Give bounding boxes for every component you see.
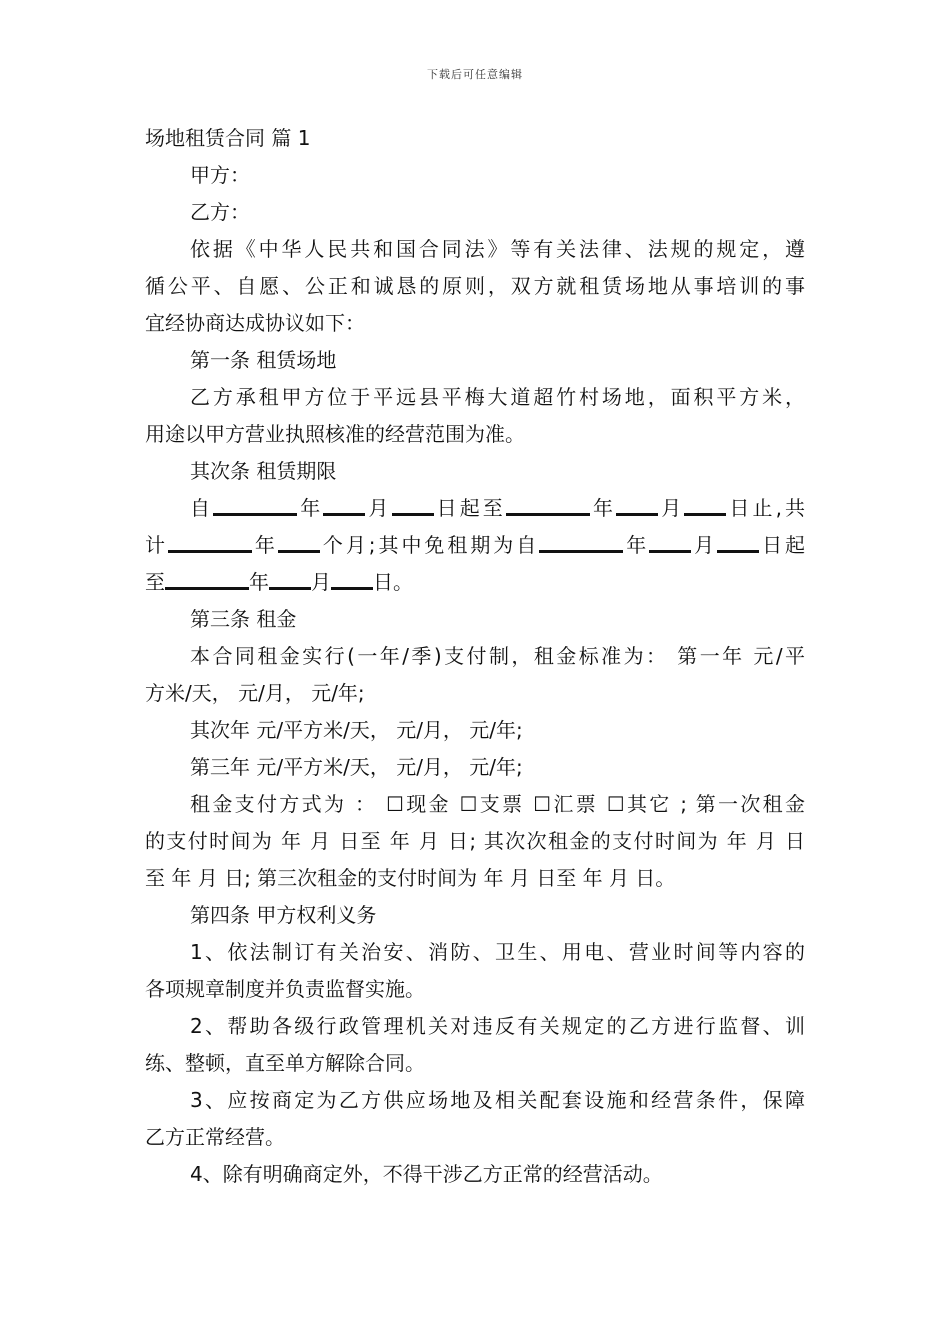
article-3-line: 租金支付方式为 ： ☐现金 ☐支票 ☐汇票 ☐其它 ; 第一次租金 [190,792,805,816]
term-text: 至 [145,570,165,594]
term-text: 年 [249,570,269,594]
fill-blank[interactable] [165,569,249,590]
fill-blank[interactable] [278,532,320,553]
term-text: 日止,共 [726,496,806,520]
preamble-line: 宜经协商达成协议如下： [145,311,365,335]
fill-blank[interactable] [506,495,590,516]
article-4-line: 1、依法制订有关治安、消防、卫生、用电、营业时间等内容的 [190,940,805,964]
article-4-line: 3、应按商定为乙方供应场地及相关配套设施和经营条件，保障 [190,1088,805,1112]
fill-blank[interactable] [717,532,759,553]
term-text: 月 [691,533,718,557]
party-b-label: 乙方： [190,200,250,224]
document-title: 场地租赁合同 篇 1 [145,126,311,150]
term-text: 自 [190,496,214,520]
term-text: 年 [251,533,278,557]
fill-blank[interactable] [539,532,623,553]
article-3-line: 至 年 月 日; 第三次租金的支付时间为 年 月 日至 年 月 日。 [145,866,676,890]
term-text: 月 [658,496,685,520]
article-3-line: 其次年 元/平方米/天， 元/月， 元/年; [190,718,523,742]
article-1-heading: 第一条 租赁场地 [190,348,337,372]
term-text: 个月;其中免租期为自 [319,533,540,557]
preamble-line: 循公平、自愿、公正和诚恳的原则，双方就租赁场地从事培训的事 [145,274,805,298]
article-1-line: 用途以甲方营业执照核准的经营范围为准。 [145,422,525,446]
article-2-line [145,527,805,564]
term-text: 日起 [759,533,806,557]
header-note: 下载后可任意编辑 [427,68,523,81]
article-3-line: 本合同租金实行(一年/季)支付制，租金标准为： 第一年 元/平 [190,644,805,668]
article-1-line: 乙方承租甲方位于平远县平梅大道超竹村场地，面积平方米， [190,385,805,409]
article-2-line [145,564,805,601]
document-body [145,120,805,1193]
article-4-heading: 第四条 甲方权利义务 [190,903,377,927]
term-text: 日。 [373,570,413,594]
term-text: 计 [145,533,168,557]
article-4-line: 2、帮助各级行政管理机关对违反有关规定的乙方进行监督、训 [190,1014,805,1038]
fill-blank[interactable] [331,569,373,590]
fill-blank[interactable] [269,569,311,590]
article-3-line: 的支付时间为 年 月 日至 年 月 日; 其次次租金的支付时间为 年 月 日 [145,829,805,853]
fill-blank[interactable] [649,532,691,553]
party-a-label: 甲方： [190,163,250,187]
fill-blank[interactable] [323,495,365,516]
article-2-line [145,490,805,527]
article-3-line: 第三年 元/平方米/天， 元/月， 元/年; [190,755,523,779]
article-4-line: 练、整顿，直至单方解除合同。 [145,1051,425,1075]
article-4-line: 4、除有明确商定外，不得干涉乙方正常的经营活动。 [190,1162,663,1186]
term-text: 月 [365,496,392,520]
term-text: 年 [589,496,617,520]
fill-blank[interactable] [684,495,726,516]
article-2-heading: 其次条 租赁期限 [190,459,337,483]
article-4-line: 各项规章制度并负责监督实施。 [145,977,425,1001]
fill-blank[interactable] [616,495,658,516]
fill-blank[interactable] [392,495,434,516]
term-text: 年 [623,533,650,557]
term-text: 日起至 [433,496,506,520]
term-text: 年 [297,496,324,520]
fill-blank[interactable] [213,495,297,516]
term-text: 月 [311,570,331,594]
article-3-heading: 第三条 租金 [190,607,297,631]
preamble-line: 依据《中华人民共和国合同法》等有关法律、法规的规定，遵 [190,237,805,261]
article-4-line: 乙方正常经营。 [145,1125,285,1149]
article-3-line: 方米/天， 元/月， 元/年; [145,681,365,705]
fill-blank[interactable] [168,532,252,553]
